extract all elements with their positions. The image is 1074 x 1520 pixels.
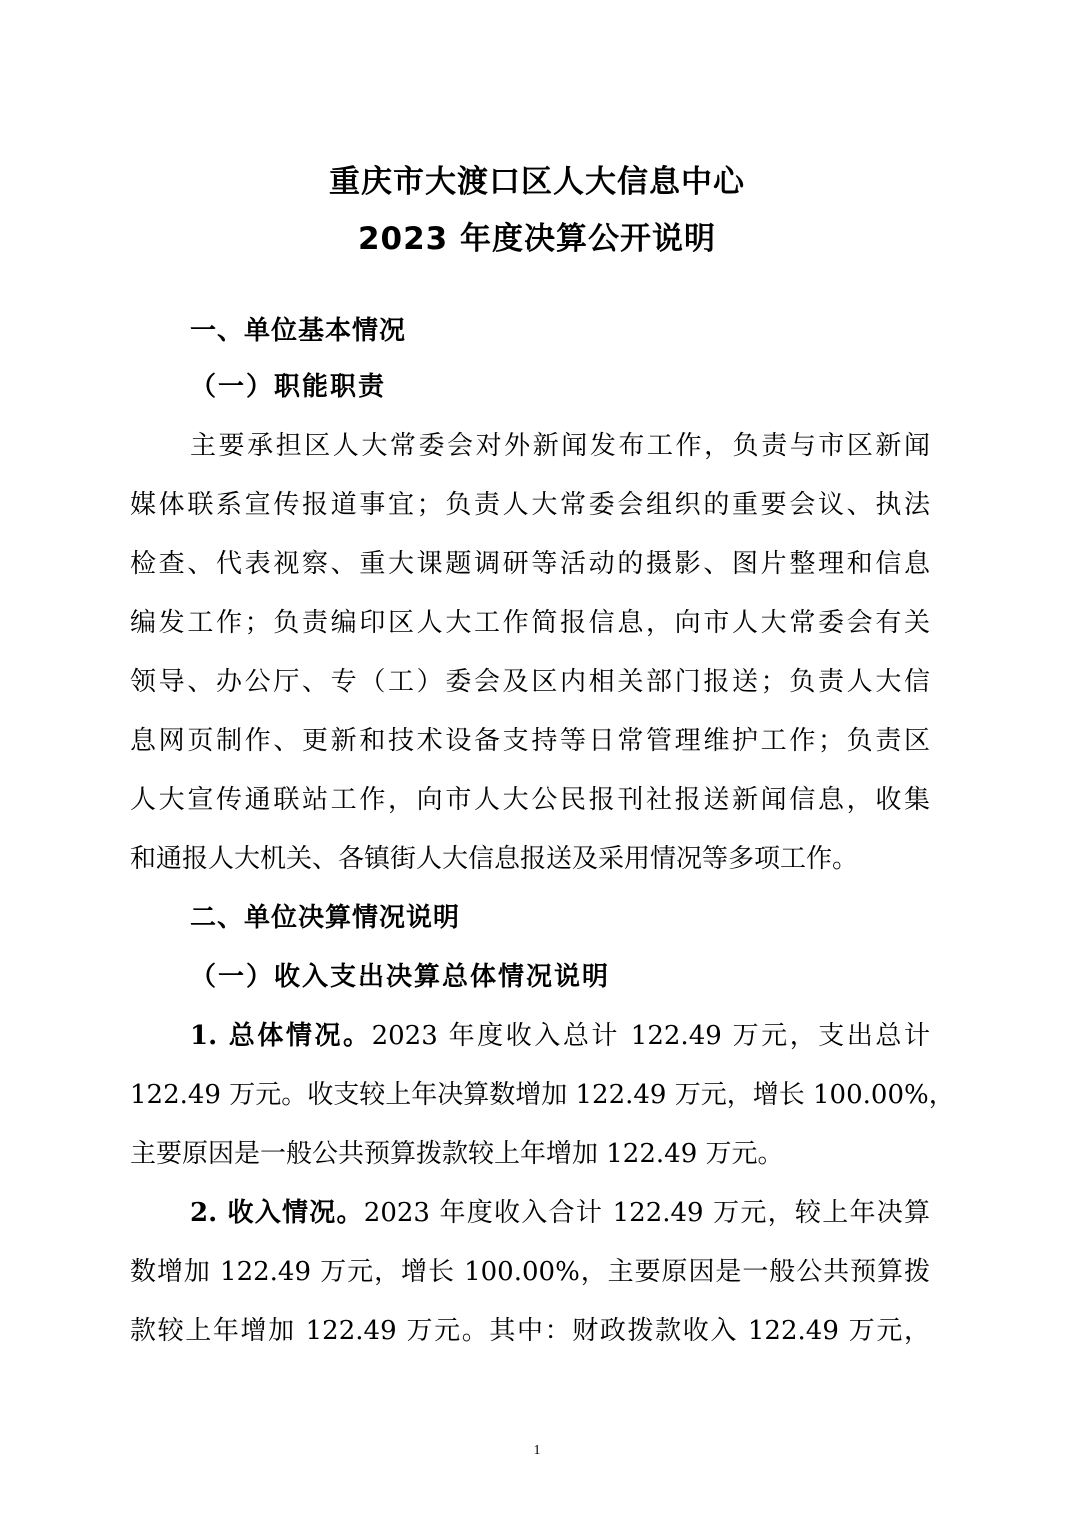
- duty-line: 主要承担区人大常委会对外新闻发布工作，负责与市区新闻: [190, 431, 930, 461]
- duty-line: 和通报人大机关、各镇街人大信息报送及采用情况等多项工作。: [130, 844, 859, 874]
- duty-line: 人大宣传通联站工作，向市人大公民报刊社报送新闻信息，收集: [130, 785, 930, 815]
- section1-heading: 一、单位基本情况: [190, 316, 407, 346]
- income-line: 数增加 122.49 万元，增长 100.00%，主要原因是一般公共预算拨: [130, 1257, 930, 1287]
- duty-line: 息网页制作、更新和技术设备支持等日常管理维护工作；负责区: [130, 726, 930, 756]
- section2-heading: 二、单位决算情况说明: [190, 903, 461, 933]
- duty-line: 编发工作；负责编印区人大工作简报信息，向市人大常委会有关: [130, 608, 930, 638]
- document-title-line1: 重庆市大渡口区人大信息中心: [329, 164, 745, 200]
- overall-label: 1. 总体情况。: [190, 1021, 372, 1051]
- overall-line: 122.49 万元。收支较上年决算数增加 122.49 万元，增长 100.00%，: [130, 1080, 955, 1110]
- duty-line: 领导、办公厅、专（工）委会及区内相关部门报送；负责人大信: [130, 667, 930, 697]
- overall-text: 2023 年度收入总计 122.49 万元，支出总计: [371, 1021, 931, 1051]
- duty-line: 媒体联系宣传报道事宜；负责人大常委会组织的重要会议、执法: [130, 490, 930, 520]
- overall-line: 主要原因是一般公共预算拨款较上年增加 122.49 万元。: [130, 1139, 784, 1169]
- income-paragraph-line1: [190, 1192, 930, 1229]
- section1-sub1-heading: （一）职能职责: [190, 372, 387, 402]
- income-label: 2. 收入情况。: [190, 1198, 364, 1228]
- income-line: 款较上年增加 122.49 万元。其中：财政拨款收入 122.49 万元，: [130, 1316, 930, 1346]
- overall-paragraph-line1: [190, 1015, 930, 1052]
- page-number: 1: [533, 1443, 541, 1458]
- duty-line: 检查、代表视察、重大课题调研等活动的摄影、图片整理和信息: [130, 549, 930, 579]
- income-text: 2023 年度收入合计 122.49 万元，较上年决算: [363, 1198, 930, 1228]
- document-title-line2: 2023 年度决算公开说明: [357, 221, 717, 257]
- section2-sub1-heading: （一）收入支出决算总体情况说明: [190, 962, 611, 992]
